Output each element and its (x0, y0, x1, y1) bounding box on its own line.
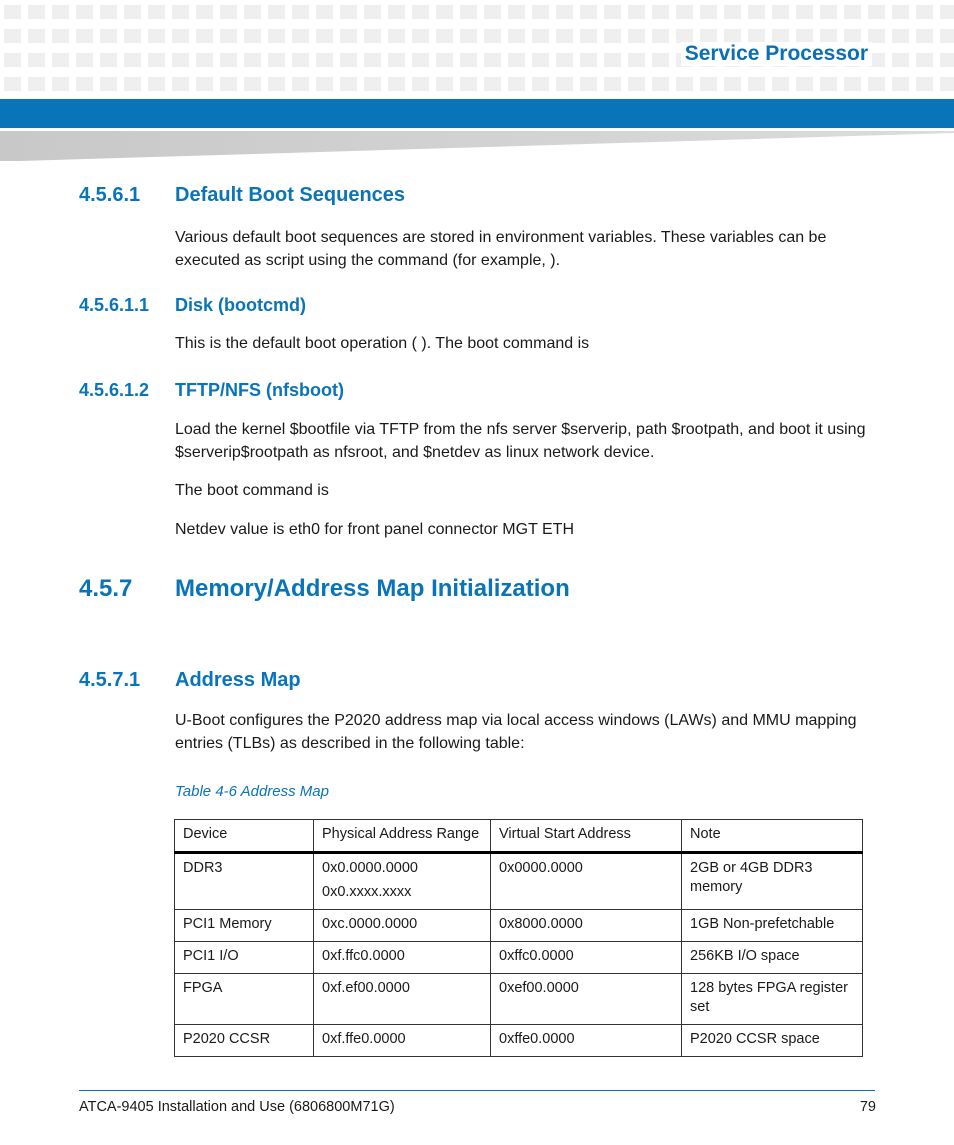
header-tile (604, 29, 621, 43)
header-tile (388, 5, 405, 19)
header-tile (580, 5, 597, 19)
header-tile (412, 5, 429, 19)
header-tile (892, 29, 909, 43)
header-tile (364, 53, 381, 67)
header-tile (676, 77, 693, 91)
header-tile (772, 77, 789, 91)
header-blue-bar (0, 99, 954, 128)
footer-document-title: ATCA-9405 Installation and Use (6806800M71G) (79, 1099, 395, 1115)
cell-device: PCI1 Memory (175, 910, 314, 942)
header-tile (148, 53, 165, 67)
header-gray-wedge (0, 131, 954, 163)
paragraph-default-boot: Various default boot sequences are stored in environment variables. These variables can be executed as script using the command (for example, ). (175, 229, 827, 269)
header-tile (724, 77, 741, 91)
paragraph-disk-bootcmd: This is the default boot operation ( ). The boot command is (175, 335, 590, 352)
header-tile (532, 29, 549, 43)
running-header-title: Service Processor (681, 42, 872, 66)
cell-virtual-start: 0xffc0.0000 (491, 942, 682, 974)
header-tile (484, 29, 501, 43)
header-tile (556, 53, 573, 67)
header-tile (412, 77, 429, 91)
header-tile (508, 5, 525, 19)
cell-virtual-start: 0xffe0.0000 (491, 1025, 682, 1057)
header-tile (52, 77, 69, 91)
header-tile (196, 29, 213, 43)
header-tile (148, 5, 165, 19)
header-tile (76, 77, 93, 91)
header-tile (28, 29, 45, 43)
header-tile (868, 29, 885, 43)
header-tile (628, 29, 645, 43)
header-tile (100, 77, 117, 91)
paragraph-boot-command: The boot command is (175, 482, 329, 499)
header-tile (556, 77, 573, 91)
header-tile (364, 5, 381, 19)
column-header: Virtual Start Address (491, 820, 682, 853)
header-tile (388, 53, 405, 67)
table-header-row (175, 820, 863, 853)
header-tile (28, 5, 45, 19)
header-tile (196, 53, 213, 67)
header-tile (172, 5, 189, 19)
header-tile (580, 29, 597, 43)
header-tile (484, 53, 501, 67)
header-tile (460, 53, 477, 67)
header-tile (220, 53, 237, 67)
header-tile (364, 77, 381, 91)
header-tile (628, 5, 645, 19)
header-tile (76, 5, 93, 19)
header-tile (796, 29, 813, 43)
header-tile (340, 29, 357, 43)
header-tile (508, 29, 525, 43)
header-tile (268, 77, 285, 91)
cell-note: 128 bytes FPGA register set (682, 974, 863, 1025)
cell-note: 256KB I/O space (682, 942, 863, 974)
header-tile (700, 29, 717, 43)
header-tile (796, 5, 813, 19)
address-map-table (174, 819, 863, 1057)
paragraph-address-map: U-Boot configures the P2020 address map via local access windows (LAWs) and MMU mapping entries (TLBs) as described in the following table: (175, 712, 857, 752)
column-header: Note (682, 820, 863, 853)
header-tile (316, 53, 333, 67)
header-tile (484, 5, 501, 19)
header-tile (652, 53, 669, 67)
header-tile (196, 77, 213, 91)
header-tile (532, 53, 549, 67)
header-tile (28, 77, 45, 91)
cell-virtual-start: 0x0000.0000 (491, 853, 682, 910)
header-tile (340, 5, 357, 19)
header-tile (436, 29, 453, 43)
header-tile (940, 5, 954, 19)
header-tile (244, 5, 261, 19)
header-tile (508, 53, 525, 67)
header-tile (244, 77, 261, 91)
header-tile (52, 53, 69, 67)
header-tile (628, 53, 645, 67)
cell-physical-range: 0xf.ffc0.0000 (314, 942, 491, 974)
header-tile (268, 53, 285, 67)
header-tile (652, 5, 669, 19)
header-tile (292, 5, 309, 19)
footer-page-number: 79 (859, 1099, 876, 1115)
header-tile (172, 29, 189, 43)
header-tile (868, 77, 885, 91)
cell-physical-range: 0xf.ef00.0000 (314, 974, 491, 1025)
header-tile (268, 5, 285, 19)
header-tile (940, 53, 954, 67)
header-tile (700, 77, 717, 91)
header-tile (580, 53, 597, 67)
table-row (175, 1025, 863, 1057)
header-tile (676, 5, 693, 19)
header-tile (244, 53, 261, 67)
header-tile (292, 29, 309, 43)
header-tile (4, 53, 21, 67)
table-caption: Table 4-6 Address Map (175, 783, 329, 800)
cell-note: 2GB or 4GB DDR3 memory (682, 853, 863, 910)
header-tile (748, 29, 765, 43)
cell-note: P2020 CCSR space (682, 1025, 863, 1057)
cell-device: P2020 CCSR (175, 1025, 314, 1057)
header-tile (748, 5, 765, 19)
header-tile (604, 5, 621, 19)
cell-device: DDR3 (175, 853, 314, 910)
paragraph-netdev: Netdev value is eth0 for front panel connector MGT ETH (175, 521, 575, 538)
header-tile (676, 29, 693, 43)
header-tile (916, 5, 933, 19)
header-tile (196, 5, 213, 19)
header-tile (916, 53, 933, 67)
table-row (175, 910, 863, 942)
header-tile (388, 77, 405, 91)
cell-physical-range (314, 853, 491, 910)
header-tile (796, 77, 813, 91)
header-tile (844, 77, 861, 91)
header-tile (724, 29, 741, 43)
cell-virtual-start: 0xef00.0000 (491, 974, 682, 1025)
table-row (175, 942, 863, 974)
header-tile (772, 5, 789, 19)
header-tile (340, 77, 357, 91)
column-header: Physical Address Range (314, 820, 491, 853)
header-tile (748, 77, 765, 91)
header-tile (892, 5, 909, 19)
header-tile (700, 5, 717, 19)
header-tile (148, 77, 165, 91)
header-tile (76, 53, 93, 67)
header-tile (220, 29, 237, 43)
header-tile (724, 5, 741, 19)
header-tile (892, 77, 909, 91)
header-tile (556, 5, 573, 19)
header-tile (628, 77, 645, 91)
header-tile (316, 77, 333, 91)
header-tile (580, 77, 597, 91)
cell-virtual-start: 0x8000.0000 (491, 910, 682, 942)
header-tile (412, 29, 429, 43)
cell-note: 1GB Non-prefetchable (682, 910, 863, 942)
header-tile (28, 53, 45, 67)
header-tile (52, 5, 69, 19)
header-tile (484, 77, 501, 91)
header-tile (52, 29, 69, 43)
table-row (175, 974, 863, 1025)
header-tile (292, 77, 309, 91)
header-tile (820, 29, 837, 43)
header-tile (604, 77, 621, 91)
header-tile (220, 77, 237, 91)
header-tile (436, 5, 453, 19)
footer-rule (79, 1090, 875, 1091)
header-tile (220, 5, 237, 19)
header-tile (556, 29, 573, 43)
header-tile (604, 53, 621, 67)
header-tile (892, 53, 909, 67)
header-tile (100, 53, 117, 67)
header-tile (844, 29, 861, 43)
header-tile (244, 29, 261, 43)
header-tile (412, 53, 429, 67)
header-tile (820, 5, 837, 19)
header-tile (4, 77, 21, 91)
header-tile (316, 29, 333, 43)
column-header: Device (175, 820, 314, 853)
header-tile (460, 77, 477, 91)
header-tile (652, 77, 669, 91)
cell-physical-range-line: 0x0.0000.0000 (322, 860, 418, 876)
header-tile (148, 29, 165, 43)
header-tile (820, 77, 837, 91)
header-tile (124, 5, 141, 19)
header-tile (4, 29, 21, 43)
cell-physical-range: 0xc.0000.0000 (314, 910, 491, 942)
cell-device: PCI1 I/O (175, 942, 314, 974)
header-tile (916, 77, 933, 91)
header-tile (124, 29, 141, 43)
header-tile (436, 77, 453, 91)
header-tile (76, 29, 93, 43)
header-tile (532, 5, 549, 19)
table-row (175, 853, 863, 910)
cell-physical-range: 0xf.ffe0.0000 (314, 1025, 491, 1057)
header-tile (940, 29, 954, 43)
header-tile (364, 29, 381, 43)
header-tile (460, 29, 477, 43)
header-tile (316, 5, 333, 19)
cell-device: FPGA (175, 974, 314, 1025)
header-tile (652, 29, 669, 43)
header-tile (172, 53, 189, 67)
header-tile (508, 77, 525, 91)
header-tile (340, 53, 357, 67)
header-tile (388, 29, 405, 43)
header-tile (124, 77, 141, 91)
header-tile (4, 5, 21, 19)
header-tile (940, 77, 954, 91)
header-tile (292, 53, 309, 67)
cell-physical-range-line: 0x0.xxxx.xxxx (322, 884, 412, 900)
header-tile (268, 29, 285, 43)
header-tile (916, 29, 933, 43)
header-tile (844, 5, 861, 19)
header-tile (124, 53, 141, 67)
header-tile (172, 77, 189, 91)
header-tile (460, 5, 477, 19)
header-tile (100, 5, 117, 19)
header-tile (868, 5, 885, 19)
header-tile (532, 77, 549, 91)
paragraph-tftp-nfs: Load the kernel $bootfile via TFTP from the nfs server $serverip, path $rootpath, and boot it using $serverip$rootpath as nfsroot, and $netdev as linux network device. (175, 421, 866, 461)
header-tile (436, 53, 453, 67)
header-tile (772, 29, 789, 43)
header-tile (100, 29, 117, 43)
